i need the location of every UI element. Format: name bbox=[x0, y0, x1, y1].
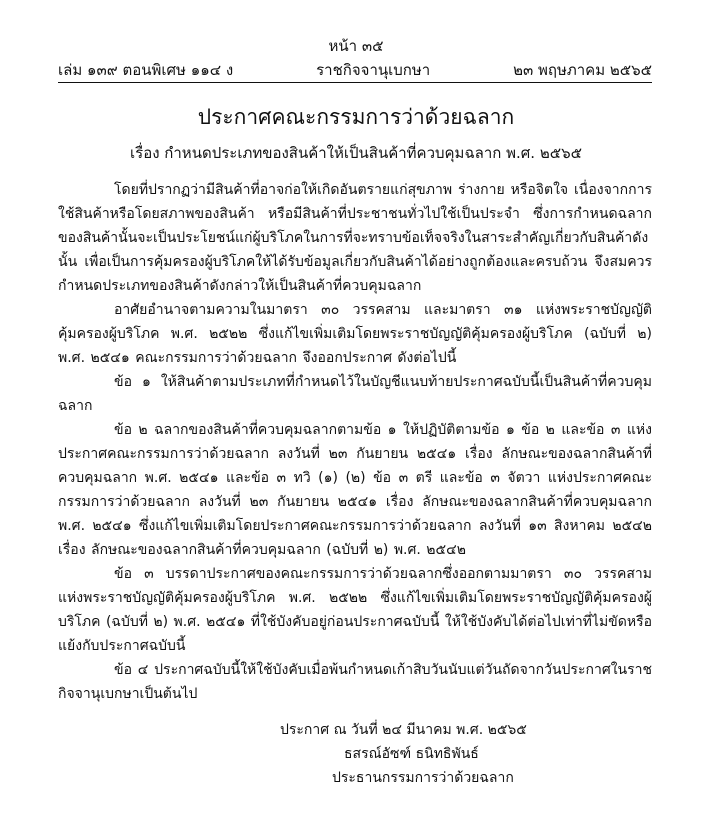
signatory-name: ธสรณ์อัซฑ์ ธนิทธิพันธ์ bbox=[344, 746, 479, 762]
document-title: ประกาศคณะกรรมการว่าด้วยฉลาก bbox=[197, 105, 515, 129]
clause-4: ข้อ ๔ ประกาศฉบับนี้ให้ใช้บังคับเมื่อพ้นกำหนดเก้าสิบวันนับแต่วันถัดจากวันประกาศในราชกิจจานุเบกษาเป็นต้นไป bbox=[58, 662, 652, 702]
clause-1: ข้อ ๑ ให้สินค้าตามประเภทที่กำหนดไว้ในบัญชีแนบท้ายประกาศฉบับนี้เป็นสินค้าที่ควบคุมฉลาก bbox=[58, 374, 652, 414]
signature-block bbox=[280, 718, 640, 790]
gazette-name: ราชกิจจานุเบกษา bbox=[316, 61, 431, 79]
volume-issue: เล่ม ๑๓๙ ตอนพิเศษ ๑๑๔ ง bbox=[58, 61, 234, 79]
clause-2: ข้อ ๒ ฉลากของสินค้าที่ควบคุมฉลากตามข้อ ๑ ให้ปฏิบัติตามข้อ ๑ ข้อ ๒ และข้อ ๓ แห่งประกาศคณะกรรมการว่าด้วยฉลาก ลงวันที่ ๒๓ กันยายน ๒๕๔๑ เรื่อง ลักษณะของฉลากสินค้าที่ควบคุมฉลาก พ.ศ. ๒๕๔๑ และข้อ ๓ ทวิ (๑) (๒) ข้อ ๓ ตรี และข้อ ๓ จัตวา แห่งประกาศคณะกรรมการว่าด้วยฉลาก ลงวันที่ ๒๓ กันยายน ๒๕๔๑ เรื่อง ลักษณะของฉลากสินค้าที่ควบคุมฉลาก พ.ศ. ๒๕๔๑ ซึ่งแก้ไขเพิ่มเติมโดยประกาศคณะกรรมการว่าด้วยฉลาก ลงวันที่ ๑๓ สิงหาคม ๒๕๔๒ เรื่อง ลักษณะของฉลากสินค้าที่ควบคุมฉลาก (ฉบับที่ ๒) พ.ศ. ๒๕๔๒ bbox=[58, 422, 652, 558]
page-number: หน้า ๓๕ bbox=[328, 37, 384, 55]
preamble-paragraph: โดยที่ปรากฏว่ามีสินค้าที่อาจก่อให้เกิดอันตรายแก่สุขภาพ ร่างกาย หรือจิตใจ เนื่องจากการใช้สินค้าหรือโดยสภาพของสินค้า หรือมีสินค้าที่ประชาชนทั่วไปใช้เป็นประจำ ซึ่งการกำหนดฉลากของสินค้านั้นจะเป็นประโยชน์แก่ผู้บริโภคในการที่จะทราบข้อเท็จจริงในสาระสำคัญเกี่ยวกับสินค้าดังนั้น เพื่อเป็นการคุ้มครองผู้บริโภคให้ได้รับข้อมูลเกี่ยวกับสินค้าได้อย่างถูกต้องและครบถ้วน จึงสมควรกำหนดประเภทของสินค้าดังกล่าวให้เป็นสินค้าที่ควบคุมฉลาก bbox=[58, 182, 652, 294]
publication-date: ๒๓ พฤษภาคม ๒๕๖๕ bbox=[513, 61, 652, 79]
document-body bbox=[58, 178, 652, 706]
authority-paragraph: อาศัยอำนาจตามความในมาตรา ๓๐ วรรคสาม และมาตรา ๓๑ แห่งพระราชบัญญัติคุ้มครองผู้บริโภค พ.ศ. ๒๕๒๒ ซึ่งแก้ไขเพิ่มเติมโดยพระราชบัญญัติคุ้มครองผู้บริโภค (ฉบับที่ ๒) พ.ศ. ๒๕๔๑ คณะกรรมการว่าด้วยฉลาก จึงออกประกาศ ดังต่อไปนี้ bbox=[58, 302, 652, 366]
document-subject: เรื่อง กำหนดประเภทของสินค้าให้เป็นสินค้าที่ควบคุมฉลาก พ.ศ. ๒๕๖๕ bbox=[130, 144, 582, 162]
signature-date: ประกาศ ณ วันที่ ๒๔ มีนาคม พ.ศ. ๒๕๖๕ bbox=[280, 722, 527, 738]
gazette-header bbox=[58, 58, 652, 82]
header-divider bbox=[58, 82, 652, 83]
signatory-position: ประธานกรรมการว่าด้วยฉลาก bbox=[332, 770, 514, 786]
clause-3: ข้อ ๓ บรรดาประกาศของคณะกรรมการว่าด้วยฉลากซึ่งออกตามมาตรา ๓๐ วรรคสาม แห่งพระราชบัญญัติคุ้มครองผู้บริโภค พ.ศ. ๒๕๒๒ ซึ่งแก้ไขเพิ่มเติมโดยพระราชบัญญัติคุ้มครองผู้บริโภค (ฉบับที่ ๒) พ.ศ. ๒๕๔๑ ที่ใช้บังคับอยู่ก่อนประกาศฉบับนี้ ให้ใช้บังคับได้ต่อไปเท่าที่ไม่ขัดหรือแย้งกับประกาศฉบับนี้ bbox=[58, 566, 652, 654]
